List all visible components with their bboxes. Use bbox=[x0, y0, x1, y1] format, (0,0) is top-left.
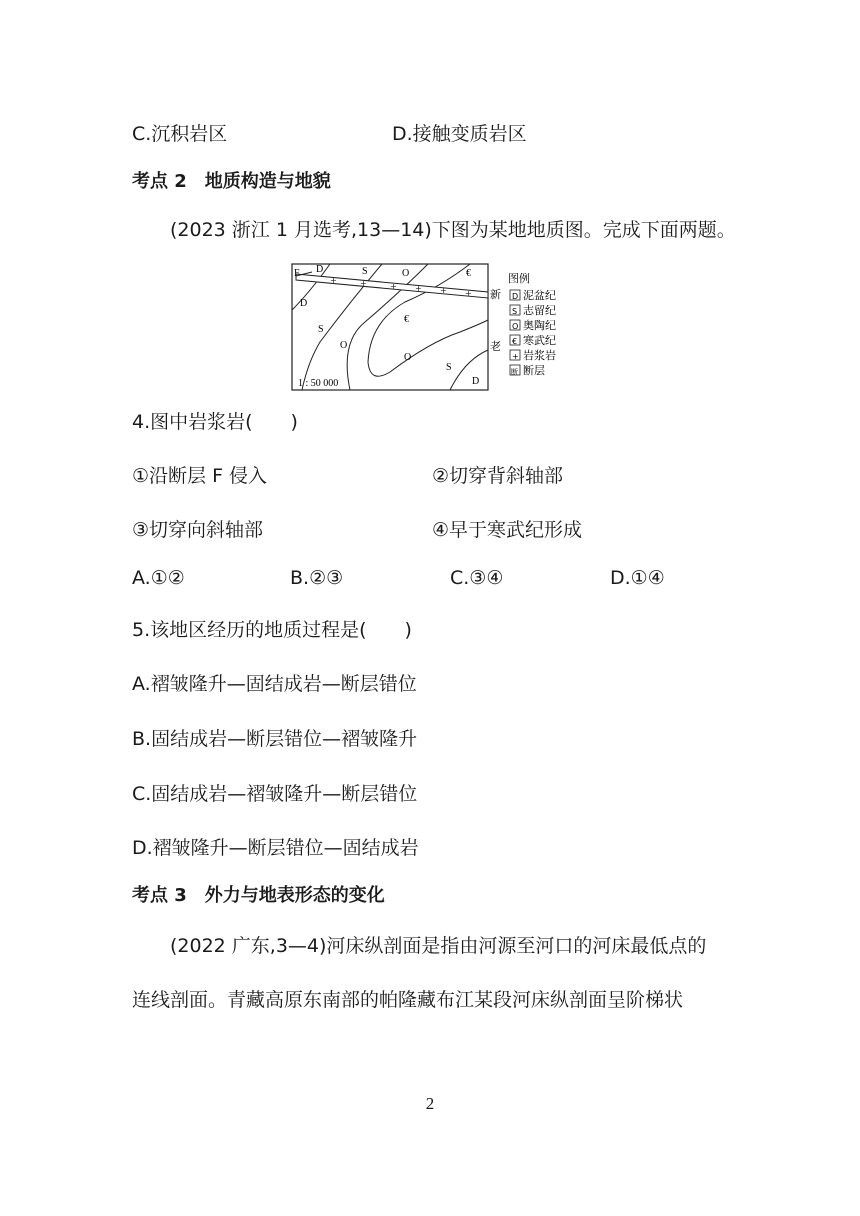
svg-text:+: + bbox=[465, 289, 472, 298]
svg-text:+: + bbox=[330, 276, 337, 285]
legend bbox=[510, 289, 556, 377]
q5-choice-b: B.固结成岩—断层错位—褶皱隆升 bbox=[132, 728, 418, 750]
stratum-label: S bbox=[318, 324, 324, 335]
svg-text:+: + bbox=[360, 279, 367, 288]
stratum-label: S bbox=[362, 266, 368, 277]
svg-text:S: S bbox=[512, 307, 518, 316]
svg-text:+: + bbox=[440, 286, 447, 295]
q5-choice-d: D.褶皱隆升—断层错位—固结成岩 bbox=[132, 837, 419, 859]
stratum-label: O bbox=[404, 352, 412, 363]
legend-label: 寒武纪 bbox=[523, 334, 556, 347]
q4-choice-b: B.②③ bbox=[290, 567, 344, 589]
legend-title: 图例 bbox=[508, 272, 530, 285]
q4-choice-d: D.①④ bbox=[610, 567, 665, 589]
stratum-label: € bbox=[466, 268, 471, 279]
section-3-paragraph-line-1: (2022 广东,3—4)河床纵剖面是指由河源至河口的河床最低点的 bbox=[170, 935, 707, 957]
q5-stem: 5.该地区经历的地质过程是( ) bbox=[132, 619, 412, 641]
q5-choice-c: C.固结成岩—褶皱隆升—断层错位 bbox=[132, 783, 418, 805]
section-2-title: 考点 2 地质构造与地貌 bbox=[132, 171, 331, 192]
q4-stem: 4.图中岩浆岩( ) bbox=[132, 411, 298, 433]
stratum-label: € bbox=[404, 314, 409, 325]
q4-option-3: ③切穿向斜轴部 bbox=[132, 519, 264, 541]
newer-label: 新 bbox=[490, 288, 501, 301]
svg-text:+: + bbox=[512, 352, 519, 361]
fault-label: F bbox=[294, 268, 300, 279]
section-2-intro: (2023 浙江 1 月选考,13—14)下图为某地地质图。完成下面两题。 bbox=[170, 219, 736, 241]
legend-label: 岩浆岩 bbox=[523, 349, 556, 362]
option-d: D.接触变质岩区 bbox=[392, 123, 527, 145]
map-scale: 1 : 50 000 bbox=[298, 378, 339, 389]
page-number: 2 bbox=[425, 1094, 435, 1113]
section-3-title: 考点 3 外力与地表形态的变化 bbox=[132, 885, 385, 906]
option-c: C.沉积岩区 bbox=[132, 123, 228, 145]
legend-label: 志留纪 bbox=[523, 304, 556, 317]
q4-option-2: ②切穿背斜轴部 bbox=[432, 465, 564, 487]
legend-label: 泥盆纪 bbox=[523, 289, 556, 302]
q4-choice-a: A.①② bbox=[132, 567, 185, 589]
stratum-label: D bbox=[300, 298, 308, 309]
svg-text:+: + bbox=[390, 282, 397, 291]
legend-label: 奥陶纪 bbox=[523, 319, 556, 332]
svg-text:+: + bbox=[415, 284, 422, 293]
svg-text:断: 断 bbox=[511, 368, 518, 376]
q4-choice-c: C.③④ bbox=[450, 567, 504, 589]
svg-text:D: D bbox=[512, 292, 519, 301]
stratum-label: O bbox=[340, 340, 348, 351]
stratum-label: O bbox=[402, 268, 410, 279]
q5-choice-a: A.褶皱隆升—固结成岩—断层错位 bbox=[132, 673, 417, 695]
section-3-paragraph-line-2: 连线剖面。青藏高原东南部的帕隆藏布江某段河床纵剖面呈阶梯状 bbox=[132, 989, 684, 1011]
older-label: 老 bbox=[490, 340, 501, 353]
q4-option-1: ①沿断层 F 侵入 bbox=[132, 465, 268, 487]
geological-map bbox=[290, 262, 570, 394]
stratum-label: D bbox=[316, 264, 324, 275]
svg-text:O: O bbox=[512, 322, 519, 331]
stratum-label: D bbox=[472, 376, 480, 387]
legend-label: 断层 bbox=[523, 364, 545, 377]
svg-text:€: € bbox=[512, 337, 518, 346]
stratum-label: S bbox=[446, 362, 452, 373]
q4-option-4: ④早于寒武纪形成 bbox=[432, 519, 583, 541]
